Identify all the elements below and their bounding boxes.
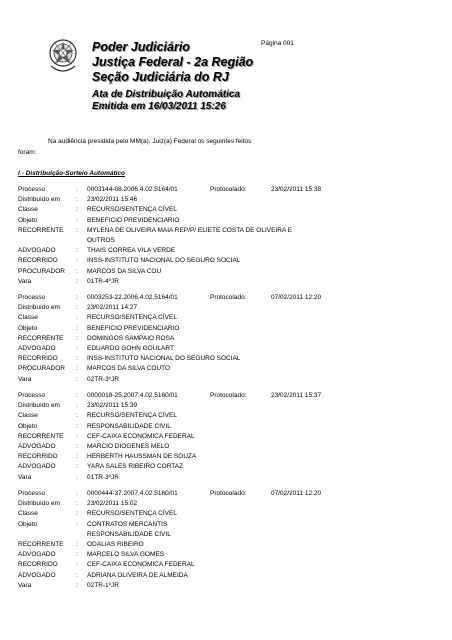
row-colon: :	[76, 500, 78, 508]
row-value: 23/02/2011 15:02	[87, 500, 138, 508]
row-value: CONTRATOS MERCANTIS RESPONSABILIDADE CIVIL	[87, 520, 171, 538]
protocolado-date: 23/02/2011 15:37	[271, 392, 322, 399]
row-value: RECURSO/SENTENÇA CÍVEL	[87, 510, 177, 518]
case-number: 0000444-37.2007.4.02.5160/01	[87, 490, 178, 497]
row-value: YARA SALES RIBEIRO CORTAZ	[87, 463, 184, 471]
protocolado-label: Protocolado:	[210, 186, 247, 193]
row-label: RECORRENTE	[18, 540, 64, 548]
row-label: Processo	[18, 294, 46, 301]
row-colon: :	[76, 490, 78, 497]
row-colon: :	[76, 355, 78, 363]
row-colon: :	[76, 186, 78, 193]
row-label: Processo	[18, 490, 46, 497]
document-title: Ata de Distribuição Automática	[92, 89, 240, 100]
case-row-processo	[18, 293, 448, 303]
row-value: MARCIO DIOGENES MELO	[87, 442, 170, 450]
row-label: ADVOGADO	[18, 551, 56, 559]
row-colon: :	[76, 551, 78, 559]
row-colon: :	[76, 473, 78, 481]
row-value: 23/02/2011 14:27	[87, 304, 138, 312]
row-value: RECURSO/SENTENÇA CÍVEL	[87, 314, 177, 322]
protocolado-date: 23/02/2011 15:38	[271, 186, 322, 193]
row-label: Vara	[18, 581, 32, 589]
row-value: RECURSO/SENTENÇA CÍVEL	[87, 206, 177, 214]
row-value: INSS-INSTITUTO NACIONAL DO SEGURO SOCIAL	[87, 257, 241, 265]
issued-date: Emitida em 16/03/2011 15:26	[92, 101, 226, 112]
row-label: RECORRIDO	[18, 561, 58, 569]
row-colon: :	[76, 206, 78, 214]
case-row-processo	[18, 489, 448, 499]
row-colon: :	[76, 334, 78, 342]
row-label: Processo	[18, 392, 46, 399]
row-label: Classe	[18, 412, 38, 420]
row-colon: :	[76, 226, 78, 234]
row-label: Vara	[18, 375, 32, 383]
row-label: PROCURADOR	[18, 267, 65, 275]
header-line-judiciary: Poder Judiciário	[92, 40, 190, 54]
header-line-section: Seção Judiciária do RJ	[92, 70, 229, 84]
case-entry	[18, 185, 448, 287]
row-colon: :	[76, 277, 78, 285]
row-value: 01TR-3ºJR	[87, 473, 119, 481]
row-colon: :	[76, 247, 78, 255]
protocolado-label: Protocolado:	[210, 490, 247, 497]
row-colon: :	[76, 392, 78, 399]
case-number: 0000018-25.2007.4.02.5160/01	[87, 392, 178, 399]
row-colon: :	[76, 581, 78, 589]
row-value: RECURSO/SENTENÇA CÍVEL	[87, 412, 177, 420]
section-title: I - Distribuição-Sorteio Automático	[18, 170, 126, 177]
row-value: CEF-CAIXA ECONOMICA FEDERAL	[87, 432, 195, 440]
case-row-processo	[18, 391, 448, 401]
row-colon: :	[76, 375, 78, 383]
row-label: RECORRENTE	[18, 432, 64, 440]
row-value: MARCOS DA SILVA COUTO	[87, 365, 171, 373]
row-colon: :	[76, 422, 78, 430]
row-label: Objeto	[18, 216, 38, 224]
row-label: PROCURADOR	[18, 365, 65, 373]
row-colon: :	[76, 314, 78, 322]
row-label: RECORRIDO	[18, 453, 58, 461]
row-colon: :	[76, 294, 78, 301]
row-colon: :	[76, 324, 78, 332]
row-colon: :	[76, 344, 78, 352]
row-label: Objeto	[18, 422, 38, 430]
row-value: 23/02/2011 15:46	[87, 196, 138, 204]
row-label: RECORRIDO	[18, 355, 58, 363]
row-value: THAIS CORREA VILA VERDE	[87, 247, 176, 255]
row-label: Vara	[18, 473, 32, 481]
case-entry	[18, 391, 448, 483]
row-colon: :	[76, 463, 78, 471]
row-label: Classe	[18, 206, 38, 214]
row-colon: :	[76, 540, 78, 548]
row-colon: :	[76, 412, 78, 420]
header-line-court: Justiça Federal - 2a Região	[92, 55, 254, 69]
row-colon: :	[76, 267, 78, 275]
row-value: RESPONSABILIDADE CIVIL	[87, 422, 171, 430]
row-value: HERBERTH HAUSSMAN DE SOUZA	[87, 453, 197, 461]
row-value: 01TR-4ºJR	[87, 277, 119, 285]
case-row-processo	[18, 185, 448, 195]
case-number: 0003144-08.2006.4.02.5164/01	[87, 186, 178, 193]
protocolado-label: Protocolado:	[210, 294, 247, 301]
page-number: Página 001	[261, 40, 294, 47]
row-label: RECORRIDO	[18, 257, 58, 265]
row-colon: :	[76, 510, 78, 518]
case-number: 0003253-22.2006.4.02.5164/01	[87, 294, 178, 301]
row-colon: :	[76, 196, 78, 204]
row-label: Processo	[18, 186, 46, 193]
row-colon: :	[76, 520, 78, 528]
row-value: 23/02/2011 15:39	[87, 402, 138, 410]
row-value: MYLENA DE OLIVEIRA MAIA REP/P/ ELIETE COSTA DE OLIVEIRA E OUTROS	[87, 226, 293, 244]
row-value: DOMINGOS SAMPAIO ROSA	[87, 334, 175, 342]
row-value: 02TR-3ºJR	[87, 375, 119, 383]
row-colon: :	[76, 257, 78, 265]
row-label: Classe	[18, 314, 38, 322]
row-colon: :	[76, 402, 78, 410]
row-value: CEF-CAIXA ECONOMICA FEDERAL	[87, 561, 195, 569]
row-label: Distribuído em	[18, 402, 60, 410]
row-label: Classe	[18, 510, 38, 518]
row-colon: :	[76, 365, 78, 373]
row-value: ADRIANA OLIVEIRA DE ALMEIDA	[87, 571, 188, 579]
row-value: ODALIAS RIBEIRO	[87, 540, 144, 548]
row-value: MARCOS DA SILVA COU	[87, 267, 162, 275]
row-colon: :	[76, 453, 78, 461]
row-colon: :	[76, 432, 78, 440]
protocolado-date: 07/02/2011 12:20	[271, 294, 322, 301]
row-label: Vara	[18, 277, 32, 285]
row-value: EDUARDO GOHN GOULART	[87, 344, 174, 352]
protocolado-date: 07/02/2011 12:20	[271, 490, 322, 497]
row-colon: :	[76, 304, 78, 312]
protocolado-label: Protocolado:	[210, 392, 247, 399]
row-value: BENEFICIO PREVIDENCIARIO	[87, 324, 180, 332]
row-label: ADVOGADO	[18, 442, 56, 450]
row-label: ADVOGADO	[18, 344, 56, 352]
row-label: Distribuído em	[18, 196, 60, 204]
row-value: MARCELO SILVA GOMES	[87, 551, 165, 559]
case-entry	[18, 293, 448, 385]
row-value: 02TR-1ºJR	[87, 581, 119, 589]
row-label: ADVOGADO	[18, 247, 56, 255]
row-colon: :	[76, 571, 78, 579]
row-value: INSS-INSTITUTO NACIONAL DO SEGURO SOCIAL	[87, 355, 241, 363]
coat-of-arms-emblem-icon	[46, 36, 80, 76]
row-label: Objeto	[18, 324, 38, 332]
row-label: Distribuído em	[18, 304, 60, 312]
row-label: RECORRENTE	[18, 334, 64, 342]
intro-text-cont: foram:	[18, 149, 37, 156]
row-colon: :	[76, 561, 78, 569]
intro-text: Na audiência presidida pelo MM(a). Juiz(a) Federal os seguintes feitos	[48, 138, 252, 145]
row-colon: :	[76, 216, 78, 224]
row-colon: :	[76, 442, 78, 450]
row-label: ADVOGADO	[18, 571, 56, 579]
row-label: ADVOGADO	[18, 463, 56, 471]
row-label: RECORRENTE	[18, 226, 64, 234]
row-label: Objeto	[18, 520, 38, 528]
case-entry	[18, 489, 448, 591]
row-value: BENEFICIO PREVIDENCIARIO	[87, 216, 180, 224]
row-label: Distribuído em	[18, 500, 60, 508]
